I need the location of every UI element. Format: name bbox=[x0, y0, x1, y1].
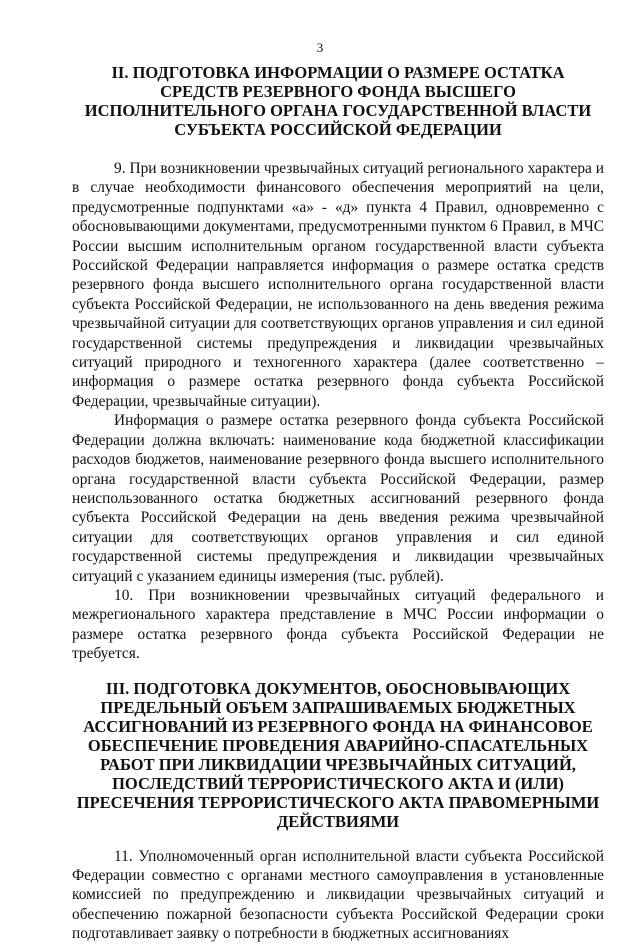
paragraph-11: 11. Уполномоченный орган исполнительной власти субъекта Российской Федерации совместно с органами местного самоуправления в установленные комиссией по предупреждению и ликвидации чрезвычайных ситуаций и обеспечению пожарной безопасности субъекта Российской Федерации сроки подготавливает заявку о потребности в бюджетных ассигнованиях bbox=[72, 847, 604, 943]
paragraph-9: 9. При возникновении чрезвычайных ситуаций регионального характера и в случае необходимости финансового обеспечения мероприятий на цели, предусмотренные подпунктами «а» - «д» пункта 4 Правил, одновременно с обосновывающими документами, предусмотренными пунктом 6 Правил, в МЧС России высшим исполнительным органом государственной власти субъекта Российской Федерации направляется информация о размере остатка средств резервного фонда высшего исполнительного органа государственной власти субъекта Российской Федерации, не использованного на день введения режима чрезвычайной ситуации для соответствующих органов управления и сил единой государственной системы предупреждения и ликвидации чрезвычайных ситуаций природного и техногенного характера (далее соответственно – информация о размере остатка резервного фонда субъекта Российской Федерации, чрезвычайные ситуации). bbox=[72, 160, 604, 410]
section-2-title: II. ПОДГОТОВКА ИНФОРМАЦИИ О РАЗМЕРЕ ОСТАТКА СРЕДСТВ РЕЗЕРВНОГО ФОНДА ВЫСШЕГО ИСПОЛНИТЕЛЬНОГО ОРГАНА ГОСУДАРСТВЕННОЙ ВЛАСТИ СУБЪЕКТА РОССИЙСКОЙ ФЕДЕРАЦИИ bbox=[84, 63, 592, 139]
section-3-title: III. ПОДГОТОВКА ДОКУМЕНТОВ, ОБОСНОВЫВАЮЩИХ ПРЕДЕЛЬНЫЙ ОБЪЕМ ЗАПРАШИВАЕМЫХ БЮДЖЕТНЫХ АССИГНОВАНИЙ ИЗ РЕЗЕРВНОГО ФОНДА НА ФИНАНСОВОЕ ОБЕСПЕЧЕНИЕ ПРОВЕДЕНИЯ АВАРИЙНО-СПАСАТЕЛЬНЫХ РАБОТ ПРИ ЛИКВИДАЦИИ ЧРЕЗВЫЧАЙНЫХ СИТУАЦИЙ, ПОСЛЕДСТВИЙ ТЕРРОРИСТИЧЕСКОГО АКТА И (ИЛИ) ПРЕСЕЧЕНИЯ ТЕРРОРИСТИЧЕСКОГО АКТА ПРАВОМЕРНЫМИ ДЕЙСТВИЯМИ bbox=[76, 678, 600, 831]
page-number: 3 bbox=[316, 40, 324, 55]
page-content bbox=[72, 63, 604, 944]
paragraph-10: 10. При возникновении чрезвычайных ситуаций федерального и межрегионального характера представление в МЧС России информации о размере остатка резервного фонда субъекта Российской Федерации не требуется. bbox=[72, 586, 604, 663]
paragraph-9-continued: Информация о размере остатка резервного фонда субъекта Российской Федерации должна включать: наименование кода бюджетной классификации расходов бюджетов, наименование резервного фонда высшего исполнительного органа государственной власти субъекта Российской Федерации, размер неиспользованного остатка бюджетных ассигнований резервного фонда субъекта Российской Федерации на день введения режима чрезвычайной ситуации для соответствующих органов управления и сил единой государственной системы предупреждения и ликвидации чрезвычайных ситуаций с указанием единицы измерения (тыс. рублей). bbox=[72, 412, 604, 585]
